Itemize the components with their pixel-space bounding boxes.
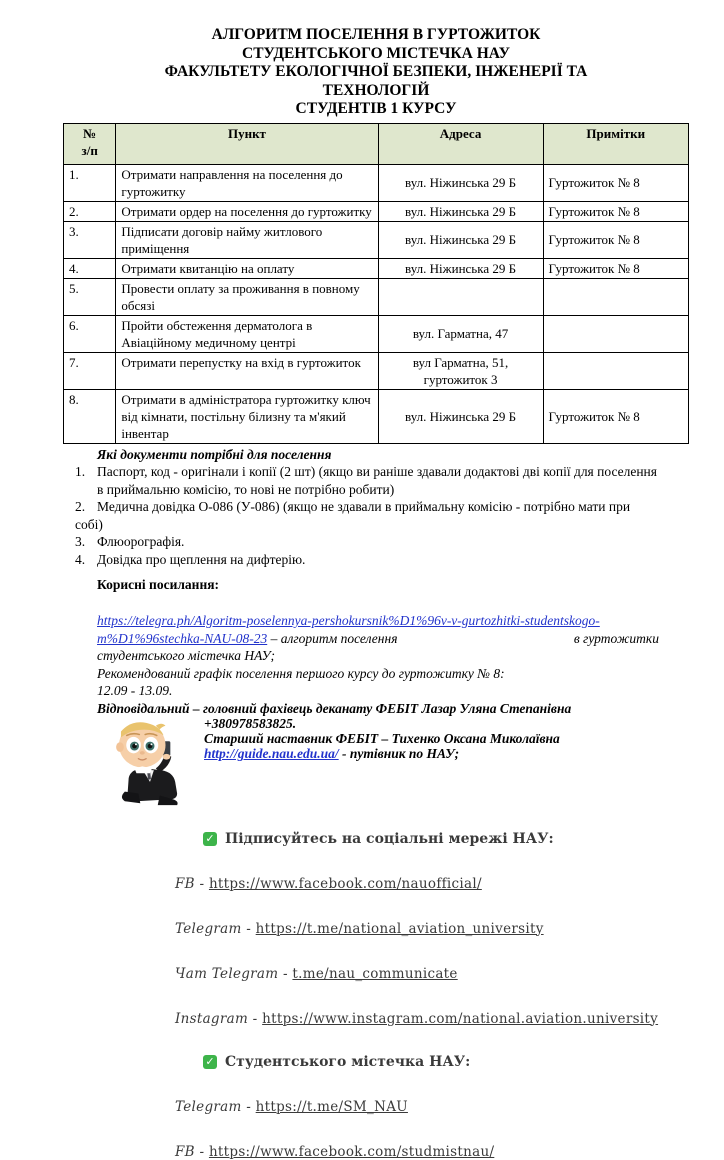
boss-baby-image: [101, 718, 199, 810]
settlement-schedule: [97, 665, 659, 700]
list-item: [75, 533, 661, 551]
header-address: Адреса: [378, 123, 543, 164]
social-label: FB -: [175, 1143, 209, 1160]
document-title: [63, 26, 689, 119]
table-row: 8. Отримати в адміністратора гуртожитку ключ від кімнати, постільну білизну та м'який інвентар вул. Ніжинська 29 Б Гуртожиток № 8: [64, 389, 689, 443]
telegraph-link-block: [97, 612, 659, 665]
social-link-item: [175, 876, 689, 892]
social-nau-heading-text: Підписуйтесь на соціальні мережі НАУ:: [225, 830, 554, 847]
list-item-text: Довідка про щеплення на дифтерію.: [97, 551, 306, 567]
guide-line: [204, 746, 689, 761]
facebook-nau-link[interactable]: https://www.facebook.com/nauofficial/: [208, 875, 482, 892]
guide-link[interactable]: http://guide.nau.edu.ua/: [204, 746, 339, 762]
table-row: 2. Отримати ордер на поселення до гуртожитку вул. Ніжинська 29 Б Гуртожиток № 8: [64, 201, 689, 221]
check-icon: ✓: [203, 832, 217, 846]
telegram-nau-link[interactable]: https://t.me/national_aviation_university: [255, 920, 544, 937]
useful-links-heading: Корисні посилання:: [97, 577, 220, 592]
list-item-text: Флюорографія.: [97, 534, 185, 549]
table-row: 3. Підписати договір найму житлового приміщення вул. Ніжинська 29 Б Гуртожиток № 8: [64, 221, 689, 258]
social-campus-heading: [203, 1054, 689, 1070]
documents-list: [75, 463, 661, 568]
list-item: [75, 498, 661, 533]
title-line: СТУДЕНТСЬКОГО МІСТЕЧКА НАУ: [242, 44, 510, 62]
list-marker: 4.: [75, 551, 86, 567]
table-row: 5. Провести оплату за проживання в повному обсязі: [64, 278, 689, 315]
responsible-person: Відповідальний – головний фахівець деканату ФЕБІТ Лазар Уляна Степанівна: [97, 700, 572, 716]
link-line-3: студентського містечка НАУ;: [97, 648, 276, 663]
telegram-chat-link[interactable]: t.me/nau_communicate: [292, 965, 458, 982]
link-description: – алгоритм поселення: [267, 630, 398, 646]
check-icon: ✓: [203, 1055, 217, 1069]
social-links-section: [63, 831, 689, 1160]
table-row: 4. Отримати квитанцію на оплату вул. Ніжинська 29 Б Гуртожиток № 8: [64, 258, 689, 278]
schedule-line: Рекомендований графік поселення першого курсу до гуртожитку № 8:: [97, 665, 505, 681]
social-label: FB -: [175, 875, 209, 892]
contacts-section: [63, 701, 689, 811]
telegraph-link-part1[interactable]: https://telegra.ph/Algoritm-poselennya-pershokursnik%D1%96v-v-gurtozhitki-studentskogo-: [97, 613, 600, 628]
guide-link-description: - путівник по НАУ;: [338, 746, 460, 762]
telegraph-link-part2[interactable]: m%D1%96stechka-NAU-08-23: [97, 630, 268, 646]
social-campus-heading-text: Студентського містечка НАУ:: [225, 1053, 471, 1070]
instagram-nau-link[interactable]: https://www.instagram.com/national.aviation.university: [262, 1010, 659, 1027]
social-nau-heading: [203, 831, 689, 847]
title-line: ТЕХНОЛОГІЙ: [322, 81, 430, 99]
social-label: Telegram -: [175, 920, 256, 937]
social-link-item: [175, 921, 689, 937]
social-link-item: [175, 1144, 689, 1160]
documents-heading: Які документи потрібні для поселення: [97, 446, 332, 462]
social-link-item: [175, 966, 689, 982]
social-link-item: [175, 1011, 689, 1027]
social-link-item: [175, 1099, 689, 1115]
list-marker: 1.: [75, 464, 86, 479]
table-row: 6. Пройти обстеження дерматолога в Авіаційному медичному центрі вул. Гарматна, 47: [64, 315, 689, 352]
title-line: ФАКУЛЬТЕТУ ЕКОЛОГІЧНОЇ БЕЗПЕКИ, ІНЖЕНЕРІЇ ТА: [164, 63, 588, 80]
link-description-right: в гуртожитки: [573, 630, 659, 646]
social-label: Instagram -: [175, 1010, 263, 1027]
title-line: СТУДЕНТІВ 1 КУРСУ: [295, 100, 457, 117]
social-label: Telegram -: [175, 1098, 256, 1115]
title-line: АЛГОРИТМ ПОСЕЛЕННЯ В ГУРТОЖИТОК: [211, 26, 541, 43]
list-marker: 2.: [75, 499, 86, 514]
list-marker: 3.: [75, 534, 86, 549]
social-label: Чат Telegram -: [175, 965, 293, 982]
header-notes: Примітки: [543, 123, 688, 164]
link-line-1: [97, 612, 659, 630]
list-item: [75, 551, 661, 569]
list-item: [75, 463, 661, 498]
link-line-2: [97, 630, 659, 648]
header-num: № з/п: [64, 123, 116, 164]
settlement-algorithm-table: [63, 123, 689, 444]
table-header-row: [64, 123, 689, 164]
schedule-line: 12.09 - 13.09.: [97, 683, 173, 698]
table-row: 1. Отримати направлення на поселення до гуртожитку вул. Ніжинська 29 Б Гуртожиток № 8: [64, 164, 689, 201]
mentor-person: Старший наставник ФЕБІТ – Тихенко Оксана Миколаївна: [204, 731, 560, 747]
list-item-text: Медична довідка О-086 (У-086) (якщо не здавали в приймальну комісію - потрібно мати при собі): [75, 499, 631, 532]
list-item-text: Паспорт, код - оригінали і копії (2 шт) (якщо ви раніше здавали додактові дві копії для поселення в приймальню комісію, то нові не потрібно робити): [97, 464, 657, 497]
telegram-campus-link[interactable]: https://t.me/SM_NAU: [255, 1098, 408, 1115]
table-row: 7. Отримати перепустку на вхід в гуртожиток вул Гарматна, 51, гуртожиток 3: [64, 352, 689, 389]
facebook-campus-link[interactable]: https://www.facebook.com/studmistnau/: [208, 1143, 495, 1160]
responsible-phone: +380978583825.: [204, 716, 297, 731]
header-point: Пункт: [116, 123, 378, 164]
